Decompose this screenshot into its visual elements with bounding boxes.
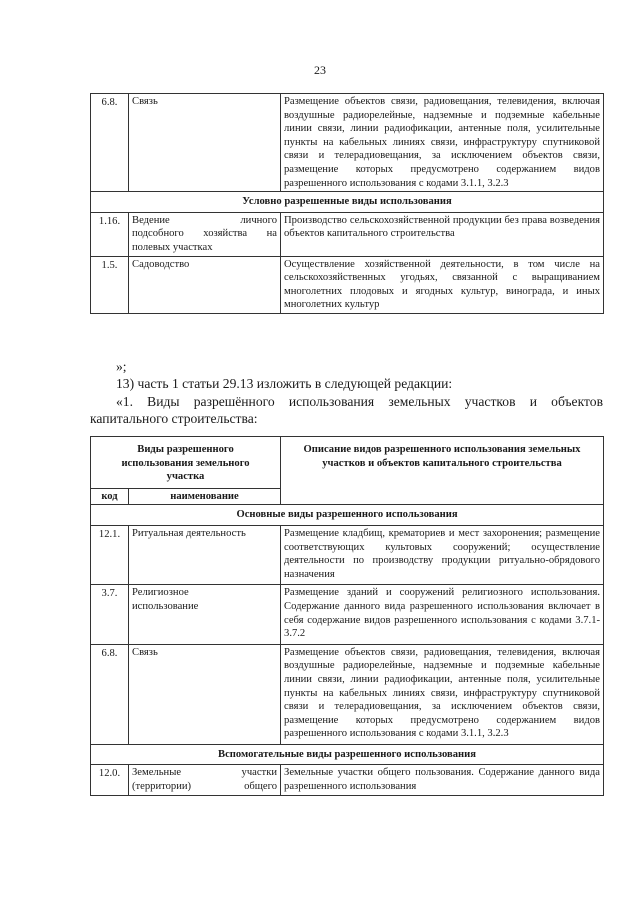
page-number: 23 bbox=[314, 63, 326, 77]
section-row bbox=[91, 744, 604, 765]
section-row bbox=[91, 505, 604, 526]
use-code: 1.16. bbox=[91, 212, 129, 256]
table-row bbox=[91, 585, 604, 644]
use-name-word: общего bbox=[244, 781, 278, 793]
land-use-table-continued bbox=[90, 93, 604, 314]
table-row bbox=[91, 212, 604, 256]
use-description: Размещение объектов связи, радиовещания, телевидения, включая воздушные радиорелейные, надземные и подземные кабельные линии связи, линии радиофикации, антенные поля, усилительные пункты на кабельных линиях связи, инфраструктуру спутниковой связи и телерадиовещания, за исключением объектов связи, размещение которых предусмотрено содержанием видов разрешенного использования с кодами 3.1.1, 3.2.3 bbox=[281, 644, 604, 744]
amendment-item-13: 13) часть 1 статьи 29.13 изложить в следующей редакции: bbox=[116, 376, 453, 391]
section-row bbox=[91, 192, 604, 213]
use-description: Осуществление хозяйственной деятельности, в том числе на сельскохозяйственных угодьях, связанной с выращиванием многолетних плодовых и ягодных культур, винограда, и иных многолетних культур bbox=[281, 256, 604, 313]
use-name bbox=[129, 765, 281, 795]
header-code: код bbox=[91, 488, 129, 505]
use-name: Связь bbox=[129, 644, 281, 744]
use-name-word: Земельные bbox=[132, 767, 182, 779]
header-use-kinds: Виды разрешенного использования земельного участка bbox=[91, 437, 281, 489]
amendment-item-13-body: «1. Виды разрешённого использования земельных участков и объектов капитального строительства: bbox=[90, 394, 603, 426]
section-heading-conditional: Условно разрешенные виды использования bbox=[91, 192, 604, 213]
use-name: Ритуальная деятельность bbox=[129, 525, 281, 584]
use-description: Размещение кладбищ, крематориев и мест захоронения; размещение соответствующих культовых сооружений; осуществление деятельности по производству продукции ритуально-обрядового назначения bbox=[281, 525, 604, 584]
use-code: 3.7. bbox=[91, 585, 129, 644]
section-heading-auxiliary: Вспомогательные виды разрешенного использования bbox=[91, 744, 604, 765]
use-name-rest: подсобного хозяйства на полевых участках bbox=[132, 228, 277, 253]
closing-quote: »; bbox=[116, 359, 127, 374]
table-row bbox=[91, 765, 604, 795]
use-code: 12.0. bbox=[91, 765, 129, 795]
use-description: Размещение зданий и сооружений религиозного использования. Содержание данного вида разрешенного использования включает в себя содержание видов разрешенного использования с кодами 3.7.1-3.7.2 bbox=[281, 585, 604, 644]
use-description: Производство сельскохозяйственной продукции без права возведения объектов капитального строительства bbox=[281, 212, 604, 256]
use-code: 6.8. bbox=[91, 94, 129, 192]
use-name-word: личного bbox=[240, 214, 277, 226]
section-heading-main: Основные виды разрешенного использования bbox=[91, 505, 604, 526]
use-description: Земельные участки общего пользования. Содержание данного вида разрешенного использования bbox=[281, 765, 604, 795]
use-name: Религиозное использование bbox=[129, 585, 281, 644]
header-row bbox=[91, 437, 604, 489]
use-name: Связь bbox=[129, 94, 281, 192]
use-name-word: Ведение bbox=[132, 214, 170, 226]
header-name: наименование bbox=[129, 488, 281, 505]
use-code: 6.8. bbox=[91, 644, 129, 744]
use-name-word: (территории) bbox=[132, 781, 192, 793]
table-row bbox=[91, 644, 604, 744]
header-description: Описание видов разрешенного использования земельных участков и объектов капитального строительства bbox=[281, 437, 604, 505]
table-row bbox=[91, 525, 604, 584]
use-name-word: участки bbox=[241, 767, 278, 779]
use-code: 12.1. bbox=[91, 525, 129, 584]
table-row bbox=[91, 256, 604, 313]
use-code: 1.5. bbox=[91, 256, 129, 313]
use-description: Размещение объектов связи, радиовещания, телевидения, включая воздушные радиорелейные, надземные и подземные кабельные линии связи, линии радиофикации, антенные поля, усилительные пункты на кабельных линиях связи, инфраструктуру спутниковой связи и телерадиовещания, за исключением объектов связи, размещение которых предусмотрено содержанием видов разрешенного использования с кодами 3.1.1, 3.2.3 bbox=[281, 94, 604, 192]
use-name: Садоводство bbox=[129, 256, 281, 313]
land-use-table bbox=[90, 436, 604, 796]
use-name bbox=[129, 212, 281, 256]
table-row bbox=[91, 94, 604, 192]
